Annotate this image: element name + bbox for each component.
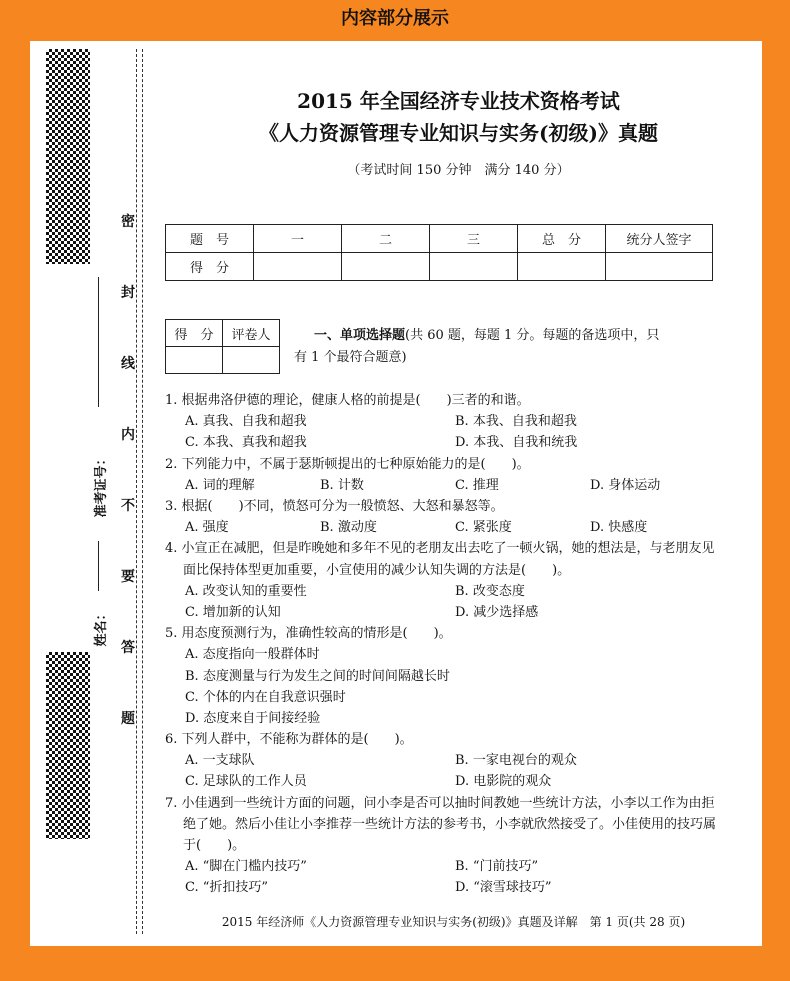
score-cell: 一 (254, 225, 342, 253)
option[interactable]: B. “门前技巧” (455, 859, 539, 875)
score-cell: 题 号 (166, 225, 254, 253)
section-heading (294, 325, 714, 369)
grader-cell: 得 分 (166, 320, 223, 347)
option[interactable]: D. 身体运动 (590, 477, 661, 493)
question-stem: 6. 下列人群中，不能称为群体的是( )。 (165, 732, 413, 748)
score-cell: 三 (430, 225, 518, 253)
grader-input-cell[interactable] (166, 347, 223, 374)
checker-pattern-top (46, 49, 90, 264)
score-input-cell[interactable] (606, 253, 713, 281)
question-options (165, 750, 725, 771)
question-stem: 3. 根据( )不同，愤怒可分为一般愤怒、大怒和暴怒等。 (165, 498, 504, 514)
question-stem: 2. 下列能力中，不属于瑟斯顿提出的七种原始能力的是( )。 (165, 456, 530, 472)
score-input-cell[interactable] (254, 253, 342, 281)
score-input-cell[interactable] (430, 253, 518, 281)
option[interactable]: D. 电影院的观众 (455, 774, 552, 790)
exam-page (30, 41, 762, 946)
option[interactable]: A. 真我、自我和超我 (185, 414, 307, 430)
option[interactable]: D. 快感度 (590, 520, 648, 536)
question-stem: 5. 用态度预测行为，准确性较高的情形是( )。 (165, 626, 452, 642)
question-options (165, 581, 725, 602)
option[interactable]: A. 词的理解 (185, 477, 255, 493)
grader-input-cell[interactable] (223, 347, 280, 374)
option[interactable]: A. “脚在门槛内技巧” (185, 859, 307, 875)
option[interactable]: B. 激动度 (320, 520, 377, 536)
grader-cell: 评卷人 (223, 320, 280, 347)
score-cell: 统分人签字 (606, 225, 713, 253)
page-footer: 2015 年经济师《人力资源管理专业知识与实务(初级)》真题及详解 第 1 页(共 28 页) (221, 915, 686, 929)
question-stem: 1. 根据弗洛伊德的理论，健康人格的前提是( )三者的和谐。 (165, 393, 530, 408)
name-blank[interactable] (98, 541, 99, 591)
seal-char: 封 (121, 285, 135, 301)
score-input-cell[interactable] (342, 253, 430, 281)
option[interactable]: A. 态度指向一般群体时 (185, 647, 320, 663)
question-options (165, 771, 725, 792)
score-cell: 总 分 (518, 225, 606, 253)
seal-char: 内 (121, 427, 135, 443)
seal-char: 密 (121, 214, 135, 230)
score-table-score-row (166, 253, 713, 281)
option[interactable]: A. 强度 (185, 520, 229, 536)
question-options (165, 856, 725, 877)
exam-title-line2: 《人力资源管理专业知识与实务(初级)》真题 (259, 121, 658, 145)
score-cell: 二 (342, 225, 430, 253)
section-desc-cont: 有 1 个最符合题意) (294, 350, 407, 365)
question-options (165, 602, 725, 623)
option[interactable]: D. 减少选择感 (455, 604, 539, 620)
seal-dashed-line (142, 49, 143, 934)
score-table (165, 224, 713, 281)
option[interactable]: A. 改变认知的重要性 (185, 583, 307, 599)
seal-char: 线 (121, 356, 135, 372)
score-input-cell[interactable] (518, 253, 606, 281)
name-label: 姓名： (94, 607, 109, 647)
option[interactable]: D. “滚雪球技巧” (455, 880, 552, 896)
exam-title-line1: 2015 年全国经济专业技术资格考试 (297, 89, 620, 113)
exam-id-label: 准考证号： (94, 452, 109, 518)
seal-char: 要 (121, 569, 135, 585)
exam-subtitle: （考试时间 150 分钟 满分 140 分） (347, 163, 570, 178)
option[interactable]: C. 紧张度 (455, 520, 512, 536)
option[interactable]: C. 增加新的认知 (185, 604, 281, 620)
option[interactable]: C. 足球队的工作人员 (185, 774, 307, 790)
option[interactable]: C. “折扣技巧” (185, 880, 269, 896)
section-desc: (共 60 题，每题 1 分。每题的备选项中，只 (405, 328, 660, 343)
banner-title: 内容部分展示 (341, 8, 449, 29)
question-options (165, 432, 725, 453)
seal-char: 不 (121, 498, 135, 514)
checker-pattern-bottom (46, 652, 90, 839)
score-cell: 得 分 (166, 253, 254, 281)
option[interactable]: A. 一支球队 (185, 753, 255, 769)
exam-id-blank[interactable] (98, 277, 99, 407)
section-title: 一、单项选择题 (314, 328, 406, 343)
option[interactable]: C. 个体的内在自我意识强时 (185, 689, 346, 705)
option[interactable]: C. 推理 (455, 477, 499, 493)
question-list (165, 390, 725, 899)
option[interactable]: B. 改变态度 (455, 583, 525, 599)
option[interactable]: D. 态度来自于间接经验 (185, 710, 321, 726)
option[interactable]: B. 计数 (320, 477, 364, 493)
question-options (165, 517, 725, 538)
option[interactable]: B. 一家电视台的观众 (455, 753, 577, 769)
option[interactable]: B. 态度测量与行为发生之间的时间间隔越长时 (185, 668, 450, 684)
question-options (165, 411, 725, 432)
seal-dashed-line (136, 49, 137, 934)
question-stem: 4. 小宣正在减肥，但是昨晚她和多年不见的老朋友出去吃了一顿火锅，她的想法是，与老朋友见面比保持体型更加重要，小宣使用的减少认知失调的方法是( )。 (165, 541, 715, 578)
seal-char: 题 (121, 711, 135, 727)
question-options (165, 475, 725, 496)
seal-char: 答 (121, 640, 135, 656)
option[interactable]: D. 本我、自我和统我 (455, 435, 578, 451)
grader-table (165, 319, 280, 374)
option[interactable]: B. 本我、自我和超我 (455, 414, 577, 430)
score-table-header-row (166, 225, 713, 253)
question-stem: 7. 小佳遇到一些统计方面的问题，问小李是否可以抽时间教她一些统计方法，小李以工作为由拒绝了她。然后小佳让小李推荐一些统计方法的参考书，小李就欣然接受了。小佳使用的技巧属于( )。 (165, 795, 717, 854)
question-options (165, 877, 725, 898)
option[interactable]: C. 本我、真我和超我 (185, 435, 307, 451)
